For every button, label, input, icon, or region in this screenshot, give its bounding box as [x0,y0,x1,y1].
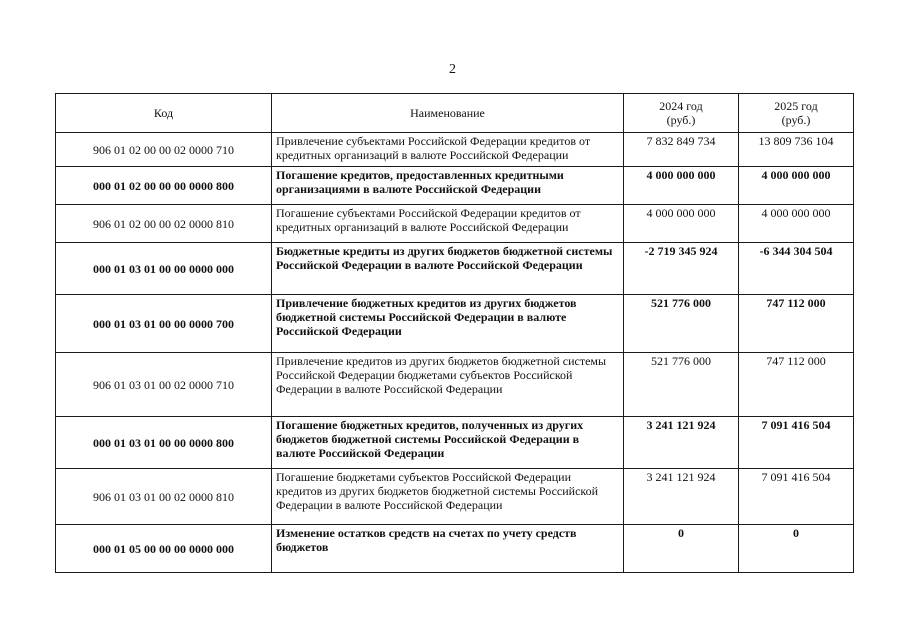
table-row [56,525,854,573]
row-code: 000 01 03 01 00 00 0000 000 [56,243,272,295]
header-code: Код [56,94,272,133]
row-code: 906 01 03 01 00 02 0000 710 [56,353,272,417]
row-value-2024: 0 [624,525,739,573]
table-row [56,167,854,205]
row-code: 000 01 02 00 00 00 0000 800 [56,167,272,205]
header-name: Наименование [272,94,624,133]
header-2025 [739,94,854,133]
row-value-2024: -2 719 345 924 [624,243,739,295]
row-name: Погашение субъектами Российской Федерации кредитов от кредитных организаций в валюте Российской Федерации [272,205,624,243]
row-value-2025: -6 344 304 504 [739,243,854,295]
row-name: Погашение бюджетами субъектов Российской Федерации кредитов из других бюджетов бюджетной системы Российской Федерации в валюте Российской Федерации [272,469,624,525]
row-name: Привлечение кредитов из других бюджетов бюджетной системы Российской Федерации бюджетами субъектов Российской Федерации в валюте Российской Федерации [272,353,624,417]
table-row [56,133,854,167]
row-value-2024: 521 776 000 [624,295,739,353]
row-value-2025: 7 091 416 504 [739,469,854,525]
table-row [56,295,854,353]
row-name: Изменение остатков средств на счетах по учету средств бюджетов [272,525,624,573]
row-code: 906 01 02 00 00 02 0000 710 [56,133,272,167]
table-row [56,243,854,295]
row-value-2025: 4 000 000 000 [739,205,854,243]
row-value-2025: 0 [739,525,854,573]
table-row [56,205,854,243]
row-value-2024: 4 000 000 000 [624,167,739,205]
row-value-2024: 7 832 849 734 [624,133,739,167]
page-number: 2 [449,62,456,77]
row-value-2025: 13 809 736 104 [739,133,854,167]
row-code: 000 01 03 01 00 00 0000 800 [56,417,272,469]
budget-sources-table [55,93,854,573]
table-row [56,417,854,469]
table-row [56,469,854,525]
row-name: Погашение кредитов, предоставленных кредитными организациями в валюте Российской Федерации [272,167,624,205]
row-value-2025: 4 000 000 000 [739,167,854,205]
row-value-2024: 3 241 121 924 [624,417,739,469]
row-value-2024: 3 241 121 924 [624,469,739,525]
row-value-2025: 747 112 000 [739,353,854,417]
row-name: Бюджетные кредиты из других бюджетов бюджетной системы Российской Федерации в валюте Российской Федерации [272,243,624,295]
row-value-2025: 747 112 000 [739,295,854,353]
row-value-2024: 4 000 000 000 [624,205,739,243]
row-code: 906 01 03 01 00 02 0000 810 [56,469,272,525]
header-2025-text: 2025 год (руб.) [774,99,818,127]
row-code: 000 01 05 00 00 00 0000 000 [56,525,272,573]
row-code: 000 01 03 01 00 00 0000 700 [56,295,272,353]
row-value-2025: 7 091 416 504 [739,417,854,469]
table-row [56,353,854,417]
row-name: Привлечение субъектами Российской Федерации кредитов от кредитных организаций в валюте Российской Федерации [272,133,624,167]
header-2024 [624,94,739,133]
row-name: Привлечение бюджетных кредитов из других бюджетов бюджетной системы Российской Федерации в валюте Российской Федерации [272,295,624,353]
table-header-row [56,94,854,133]
row-value-2024: 521 776 000 [624,353,739,417]
row-code: 906 01 02 00 00 02 0000 810 [56,205,272,243]
header-2024-text: 2024 год (руб.) [659,99,703,127]
row-name: Погашение бюджетных кредитов, полученных из других бюджетов бюджетной системы Российской Федерации в валюте Российской Федерации [272,417,624,469]
